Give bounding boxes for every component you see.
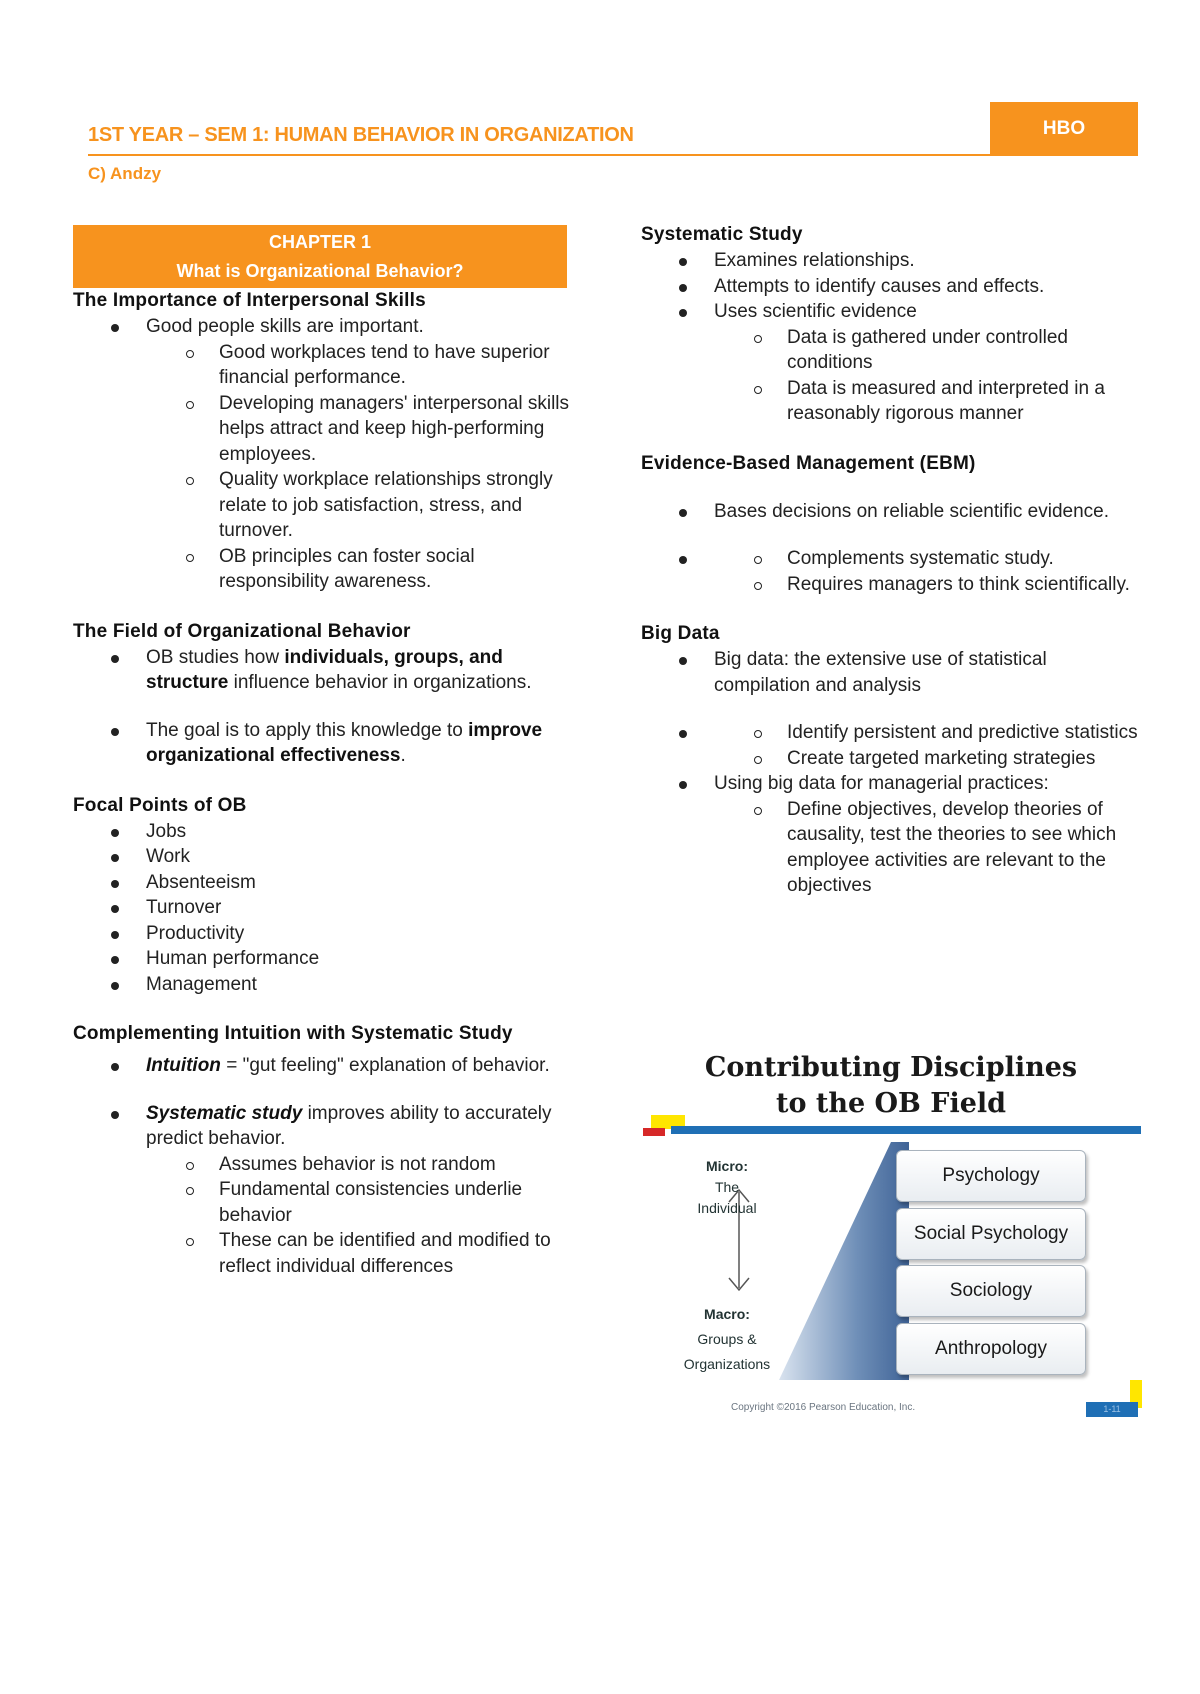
bigdata-list <box>641 647 1141 698</box>
intuition-list-2 <box>73 1101 573 1280</box>
list-item-container <box>641 720 1141 771</box>
list-item: Human performance <box>73 946 573 972</box>
focal-list <box>73 819 573 998</box>
systematic-list <box>641 248 1141 427</box>
sub-list <box>714 720 1141 771</box>
bigdata-sub-container <box>641 720 1141 771</box>
bigdata-list-2 <box>641 771 1141 899</box>
section-heading-intuition: Complementing Intuition with Systematic Study <box>73 1023 513 1044</box>
slide-number: 1-11 <box>1086 1402 1138 1417</box>
section-heading-interpersonal: The Importance of Interpersonal Skills <box>73 290 426 311</box>
discipline-psychology: Psychology <box>896 1150 1086 1202</box>
list-item: Good workplaces tend to have superior financial performance. <box>73 340 573 391</box>
decor-red-block <box>643 1128 665 1136</box>
list-item: Requires managers to think scientifically. <box>641 572 1141 598</box>
chapter-banner <box>73 225 567 288</box>
list-item-container <box>641 546 1141 597</box>
list-item: OB studies how individuals, groups, and structure influence behavior in organizations. <box>73 645 573 696</box>
list-item: Turnover <box>73 895 573 921</box>
list-item: Intuition = "gut feeling" explanation of behavior. <box>73 1053 573 1079</box>
subject-tag: HBO <box>990 102 1138 156</box>
list-item: Good people skills are important. Good workplaces tend to have superior financial performance. Developing managers' interpersonal skills helps attract and keep high-performing employees. Quality workplace relationships strongly relate to job satisfaction, stress, and turnover. OB principles can foster social responsibility awareness. <box>73 314 573 595</box>
section-heading-field: The Field of Organizational Behavior <box>73 620 411 642</box>
list-item: Identify persistent and predictive statistics <box>641 720 1141 746</box>
list-item: Quality workplace relationships strongly relate to job satisfaction, stress, and turnover. <box>73 467 573 544</box>
interpersonal-list <box>73 314 573 595</box>
list-item: Uses scientific evidence Data is gathered under controlled conditions Data is measured and interpreted in a reasonably rigorous manner <box>641 299 1141 427</box>
chapter-title: What is Organizational Behavior? <box>176 261 464 281</box>
section-heading-focal: Focal Points of OB <box>73 794 247 816</box>
list-item: These can be identified and modified to reflect individual differences <box>73 1228 573 1279</box>
list-item: Define objectives, develop theories of causality, test the theories to see which employee activities are relevant to the objectives <box>641 797 1141 899</box>
list-item: Data is gathered under controlled conditions <box>641 325 1141 376</box>
sub-list <box>714 546 1141 597</box>
field-list-2 <box>73 718 573 769</box>
left-column <box>73 225 573 1279</box>
list-item: Productivity <box>73 921 573 947</box>
document-title: 1ST YEAR – SEM 1: HUMAN BEHAVIOR IN ORGANIZATION <box>88 124 634 146</box>
field-list <box>73 645 573 696</box>
intuition-list <box>73 1053 573 1079</box>
list-item: Developing managers' interpersonal skills helps attract and keep high-performing employees. <box>73 391 573 468</box>
sub-list <box>714 325 1141 427</box>
ebm-sub-container <box>641 546 1141 597</box>
sub-list <box>146 340 573 595</box>
list-item: Systematic study improves ability to accurately predict behavior. Assumes behavior is not random Fundamental consistencies underlie behavior These can be identified and modified to reflect individual differences <box>73 1101 573 1280</box>
micro-label: Micro: The Individual <box>697 1158 757 1216</box>
ebm-list <box>641 499 1141 525</box>
list-item: OB principles can foster social responsibility awareness. <box>73 544 573 595</box>
list-item: Data is measured and interpreted in a reasonably rigorous manner <box>641 376 1141 427</box>
contributing-disciplines-figure <box>641 1050 1141 1418</box>
list-item: Big data: the extensive use of statistical compilation and analysis <box>641 647 1141 698</box>
list-item: Complements systematic study. <box>641 546 1141 572</box>
section-heading-ebm: Evidence-Based Management (EBM) <box>641 452 976 474</box>
list-item: Using big data for managerial practices: Define objectives, develop theories of causality, test the theories to see which employee activities are relevant to the objectives <box>641 771 1141 899</box>
author: C) Andzy <box>88 164 162 183</box>
figure-copyright: Copyright ©2016 Pearson Education, Inc. <box>731 1402 916 1413</box>
pyramid-shape <box>779 1142 909 1380</box>
list-item: Examines relationships. <box>641 248 1141 274</box>
discipline-social-psychology: Social Psychology <box>896 1208 1086 1260</box>
list-item: Bases decisions on reliable scientific evidence. <box>641 499 1141 525</box>
list-item: Fundamental consistencies underlie behavior <box>73 1177 573 1228</box>
list-item: Assumes behavior is not random <box>73 1152 573 1178</box>
section-heading-bigdata: Big Data <box>641 623 720 644</box>
macro-label: Macro: Groups & Organizations <box>683 1306 771 1372</box>
sub-list <box>146 1152 573 1280</box>
section-heading-systematic: Systematic Study <box>641 224 803 245</box>
list-item: Attempts to identify causes and effects. <box>641 274 1141 300</box>
sub-list <box>714 797 1141 899</box>
list-item: Jobs <box>73 819 573 845</box>
header-divider <box>88 154 990 156</box>
figure-title: Contributing Disciplines to the OB Field <box>704 1052 1078 1119</box>
right-column <box>641 222 1141 899</box>
discipline-sociology: Sociology <box>896 1265 1086 1317</box>
list-item: Work <box>73 844 573 870</box>
list-item: Create targeted marketing strategies <box>641 746 1141 772</box>
chapter-number: CHAPTER 1 <box>268 232 371 252</box>
decor-blue-bar <box>671 1126 1141 1134</box>
discipline-anthropology: Anthropology <box>896 1323 1086 1375</box>
list-item: Absenteeism <box>73 870 573 896</box>
list-item: Management <box>73 972 573 998</box>
list-item: The goal is to apply this knowledge to improve organizational effectiveness. <box>73 718 573 769</box>
